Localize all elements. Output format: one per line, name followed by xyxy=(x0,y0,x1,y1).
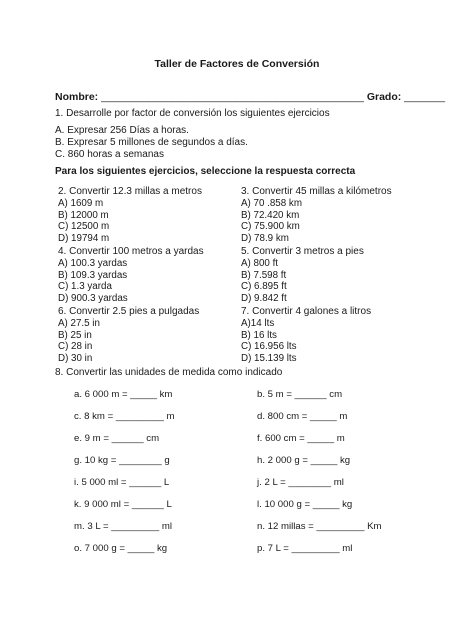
answer-option: B) 7.598 ft xyxy=(241,269,287,281)
section1-item: B. Expresar 5 millones de segundos a días. xyxy=(55,137,248,148)
question-text: 7. Convertir 4 galones a litros xyxy=(241,306,372,317)
answer-option: D) 900.3 yardas xyxy=(58,292,128,304)
conversion-item: f. 600 cm = _____ m xyxy=(257,433,345,444)
answer-option: A) 800 ft xyxy=(241,258,279,269)
answer-option: A) 100.3 yardas xyxy=(58,258,128,269)
answer-option: A) 70 .858 km xyxy=(241,198,302,209)
conversion-item: a. 6 000 m = _____ km xyxy=(74,389,173,400)
grado-label: Grado: xyxy=(366,91,402,103)
answer-option: C) 75.900 km xyxy=(241,221,300,232)
answer-option: C) 28 in xyxy=(58,341,93,352)
answer-option: C) 1.3 yarda xyxy=(58,281,112,292)
answer-option: C) 6.895 ft xyxy=(241,281,287,292)
answer-option: A) 27.5 in xyxy=(58,318,100,329)
question-text: 3. Convertir 45 millas a kilómetros xyxy=(241,186,392,197)
conversion-item: l. 10 000 g = _____ kg xyxy=(257,499,353,510)
nombre-label: Nombre: xyxy=(55,91,99,103)
answer-option: D) 78.9 km xyxy=(241,232,289,244)
conversion-item: p. 7 L = _________ ml xyxy=(257,543,353,554)
answer-option: B) 25 in xyxy=(58,329,92,341)
conversion-item: h. 2 000 g = _____ kg xyxy=(257,455,351,466)
section1-item: A. Expresar 256 Días a horas. xyxy=(55,125,189,136)
section3-instruction: 8. Convertir las unidades de medida como indicado xyxy=(55,367,283,378)
section2-instruction: Para los siguientes ejercicios, seleccione la respuesta correcta xyxy=(55,166,356,177)
answer-option: D) 30 in xyxy=(58,352,93,364)
conversion-item: d. 800 cm = _____ m xyxy=(257,411,348,422)
page-title: Taller de Factores de Conversión xyxy=(154,58,320,70)
answer-option: B) 16 lts xyxy=(241,329,277,341)
conversion-left-column xyxy=(74,389,175,565)
question-text: 4. Convertir 100 metros a yardas xyxy=(58,246,204,257)
question-4 xyxy=(58,246,204,304)
conversion-item: n. 12 millas = _________ Km xyxy=(257,521,382,532)
question-text: 5. Convertir 3 metros a pies xyxy=(241,246,364,257)
grado-blank: _______ xyxy=(404,91,446,103)
conversion-item: k. 9 000 ml = ______ L xyxy=(74,499,172,510)
answer-option: D) 15.139 lts xyxy=(241,352,297,364)
answer-option: D) 19794 m xyxy=(58,232,110,244)
section1-item: C. 860 horas a semanas xyxy=(55,149,164,160)
question-3 xyxy=(241,186,392,244)
question-6 xyxy=(58,306,199,364)
nombre-blank: _____________________________________________ xyxy=(101,91,364,103)
conversion-item: c. 8 km = _________ m xyxy=(74,411,175,422)
answer-option: A)14 lts xyxy=(241,318,275,329)
answer-option: C) 12500 m xyxy=(58,221,110,232)
section1-instruction: 1. Desarrolle por factor de conversión los siguientes ejercicios xyxy=(55,108,330,119)
conversion-item: o. 7 000 g = _____ kg xyxy=(74,543,168,554)
question-text: 6. Convertir 2.5 pies a pulgadas xyxy=(58,306,200,317)
answer-option: B) 109.3 yardas xyxy=(58,269,128,281)
answer-option: B) 12000 m xyxy=(58,209,109,221)
name-grade-line xyxy=(55,91,445,103)
conversion-item: e. 9 m = ______ cm xyxy=(74,433,160,444)
answer-option: D) 9.842 ft xyxy=(241,292,287,304)
conversion-item: m. 3 L = _________ ml xyxy=(74,521,173,532)
conversion-item: b. 5 m = ______ cm xyxy=(257,389,343,400)
conversion-item: j. 2 L = ________ ml xyxy=(257,477,344,488)
conversion-right-column xyxy=(257,389,382,565)
question-5 xyxy=(241,246,364,304)
answer-option: A) 1609 m xyxy=(58,198,104,209)
question-text: 2. Convertir 12.3 millas a metros xyxy=(58,186,202,197)
conversion-item: g. 10 kg = ________ g xyxy=(74,455,170,466)
question-2 xyxy=(58,186,202,244)
answer-option: C) 16.956 lts xyxy=(241,341,297,352)
question-7 xyxy=(241,306,371,364)
conversion-item: i. 5 000 ml = ______ L xyxy=(74,477,170,488)
answer-option: B) 72.420 km xyxy=(241,209,300,221)
